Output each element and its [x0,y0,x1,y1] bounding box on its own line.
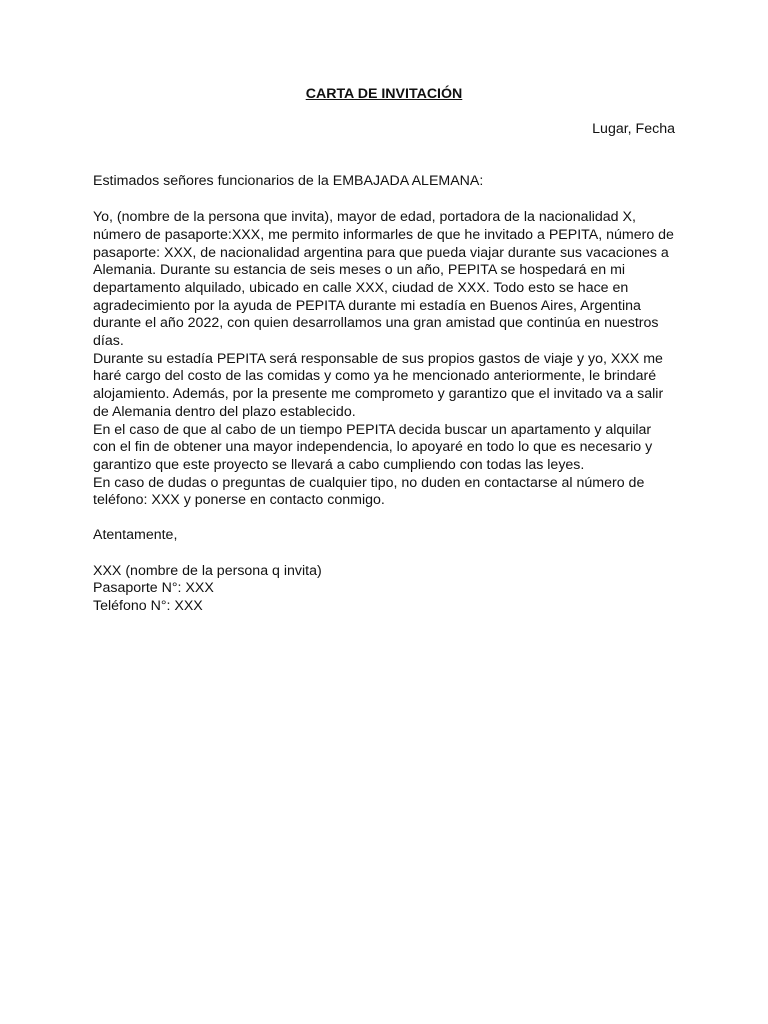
place-date: Lugar, Fecha [592,120,675,137]
signature-phone: Teléfono N°: XXX [93,598,203,615]
closing: Atentamente, [93,527,178,544]
body-paragraph: Yo, (nombre de la persona que invita), mayor de edad, portadora de la nacionalidad X, número de pasaporte:XXX, me permito informarles de que he invitado a PEPITA, número de pasaporte: XXX, de nacionalidad argentina para que pueda viajar durante sus vacaciones a Alemania. Durante su estancia de seis meses o un año, PEPITA se hospedará en mi departamento alquilado, ubicado en calle XXX, ciudad de XXX. Todo esto se hace en agradecimiento por la ayuda de PEPITA durante mi estadía en Buenos Aires, Argentina durante el año 2022, con quien desarrollamos una gran amistad que continúa en nuestros días. [93,209,674,350]
signature-name: XXX (nombre de la persona q invita) [93,562,322,579]
signature-passport: Pasaporte N°: XXX [93,580,214,597]
body-paragraph: En el caso de que al cabo de un tiempo PEPITA decida buscar un apartamento y alquilar con el fin de obtener una mayor independencia, lo apoyaré en todo lo que es necesario y garantizo que este proyecto se llevará a cabo cumpliendo con todas las leyes. [93,421,653,473]
letter-body [93,209,675,510]
body-paragraph: En caso de dudas o preguntas de cualquier tipo, no duden en contactarse al número de teléfono: XXX y ponerse en contacto conmigo. [93,474,645,509]
letter-title: CARTA DE INVITACIÓN [305,86,463,102]
body-paragraph: Durante su estadía PEPITA será responsable de sus propios gastos de viaje y yo, XXX me haré cargo del costo de las comidas y como ya he mencionado anteriormente, le brindaré alojamiento. Además, por la presente me comprometo y garantizo que el invitado va a salir de Alemania dentro del plazo establecido. [93,350,664,420]
letter-page [93,86,675,616]
salutation: Estimados señores funcionarios de la EMBAJADA ALEMANA: [93,173,484,190]
signature-block [93,563,675,616]
